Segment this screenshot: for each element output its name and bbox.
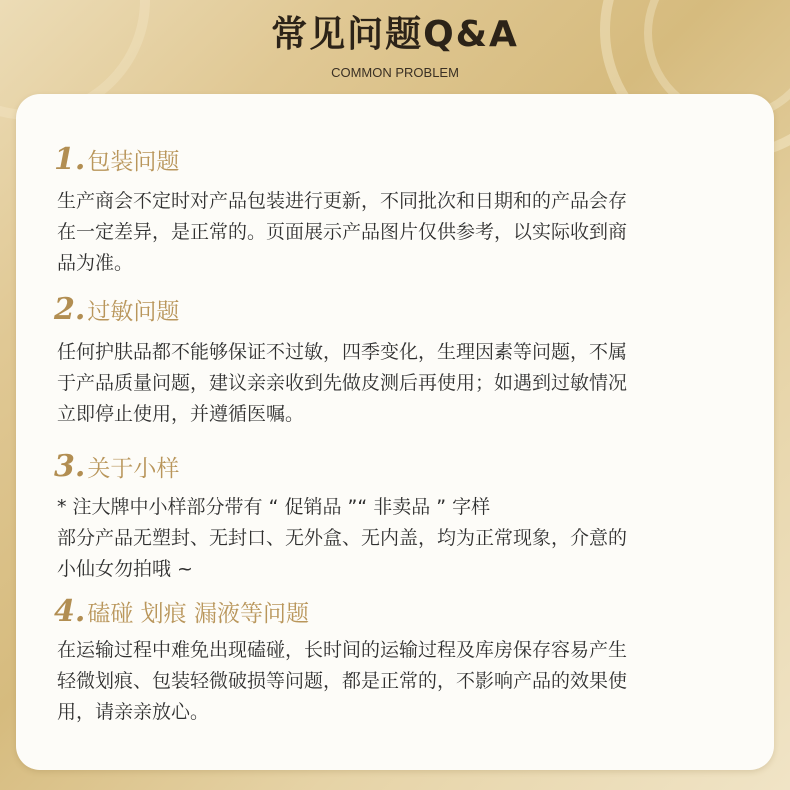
body-line: 立即停止使用，并遵循医嘱。 (57, 403, 305, 425)
section-body-samples (57, 492, 737, 585)
section-number: 3. (54, 449, 86, 484)
body-line: 小仙女勿拍哦 ~ (57, 558, 193, 580)
body-line: 任何护肤品都不能够保证不过敏，四季变化，生理因素等问题，不属 (57, 341, 628, 363)
section-title-packaging (54, 140, 179, 180)
body-line: 生产商会不定时对产品包装进行更新，不同批次和日期和的产品会存 (57, 190, 628, 212)
body-line: 轻微划痕、包装轻微破损等问题，都是正常的，不影响产品的效果使 (57, 670, 628, 692)
body-line: 用，请亲亲放心。 (57, 701, 210, 723)
section-label: 关于小样 (87, 456, 180, 482)
section-title-damage (54, 592, 309, 632)
page-subtitle: COMMON PROBLEM (331, 65, 459, 80)
section-title-allergy (54, 290, 179, 330)
body-line: 在一定差异，是正常的。页面展示产品图片仅供参考，以实际收到商 (57, 221, 628, 243)
body-line: * 注大牌中小样部分带有 “ 促销品 ”“ 非卖品 ” 字样 (57, 496, 491, 518)
body-line: 于产品质量问题，建议亲亲收到先做皮测后再使用；如遇到过敏情况 (57, 372, 628, 394)
section-body-allergy (57, 337, 737, 430)
section-body-damage (57, 635, 737, 728)
section-body-packaging (57, 186, 737, 279)
body-line: 部分产品无塑封、无封口、无外盒、无内盖，均为正常现象，介意的 (57, 527, 628, 549)
section-label: 包装问题 (87, 149, 180, 175)
section-label: 磕碰 划痕 漏液等问题 (87, 601, 309, 627)
page-title: 常见问题Q&A (271, 14, 519, 55)
body-line: 品为准。 (57, 252, 134, 274)
section-number: 1. (54, 142, 86, 177)
section-title-samples (54, 447, 179, 487)
section-number: 2. (54, 292, 86, 327)
section-number: 4. (54, 594, 86, 629)
section-label: 过敏问题 (87, 299, 180, 325)
body-line: 在运输过程中难免出现磕碰，长时间的运输过程及库房保存容易产生 (57, 639, 628, 661)
